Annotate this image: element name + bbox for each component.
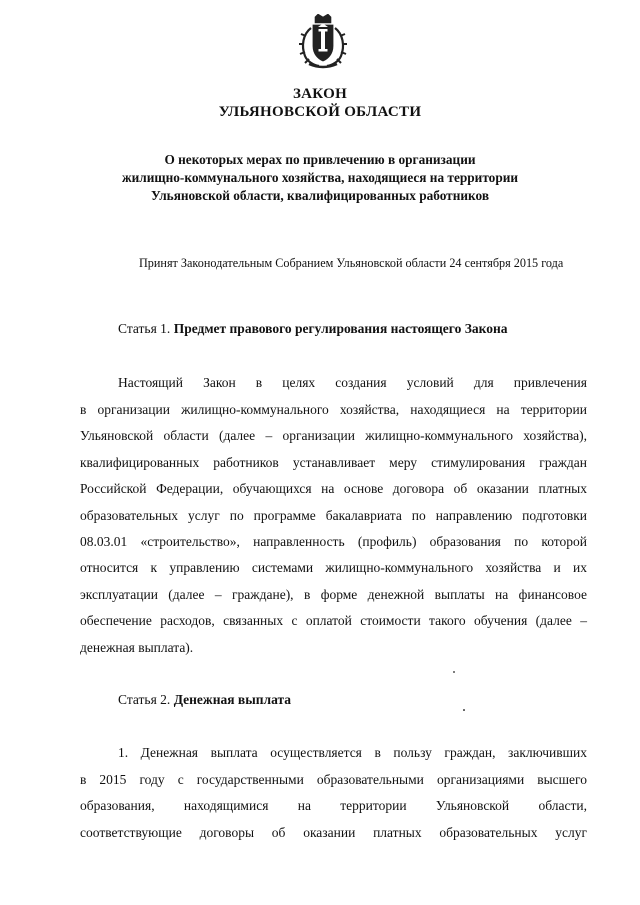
article-1-paragraph-line: 08.03.01 «строительство», направленность (профиль) образования по которой: [80, 534, 587, 549]
article-1-title: Предмет правового регулирования настоящего Закона: [173, 321, 508, 336]
coat-of-arms-icon: [297, 14, 349, 70]
article-1-paragraph-line: обеспечение расходов, связанных с оплатой стоимости такого обучения (далее –: [80, 613, 587, 628]
document-title-region: УЛЬЯНОВСКОЙ ОБЛАСТИ: [218, 104, 422, 120]
article-1-paragraph-line: денежная выплата).: [80, 640, 194, 655]
article-1-number: Статья 1.: [118, 321, 174, 336]
law-subject-line-2: жилищно-коммунального хозяйства, находящиеся на территории: [121, 170, 519, 185]
adoption-statement: Принят Законодательным Собранием Ульяновской области 24 сентября 2015 года: [139, 256, 564, 270]
article-1-heading: [118, 321, 507, 337]
article-2-number: Статья 2.: [118, 692, 174, 707]
article-2-paragraph-line: в 2015 году с государственными образовательными организациями высшего: [80, 772, 587, 787]
article-1-paragraph-line: в организации жилищно-коммунального хозяйства, находящиеся на территории: [80, 402, 587, 417]
article-2-title: Денежная выплата: [173, 692, 292, 707]
scan-speck: [463, 709, 465, 711]
article-2-paragraph-line: 1. Денежная выплата осуществляется в пользу граждан, заключивших: [118, 745, 587, 760]
article-1-paragraph-line: образовательных услуг по программе бакалавриата по направлению подготовки: [80, 508, 587, 523]
law-subject-line-3: Ульяновской области, квалифицированных работников: [150, 188, 490, 203]
article-1-paragraph-line: Ульяновской области (далее – организации жилищно-коммунального хозяйства),: [80, 428, 587, 443]
article-2-paragraph-line: соответствующие договоры об оказании платных образовательных услуг: [80, 825, 587, 840]
article-2-heading: [118, 692, 291, 708]
article-1-paragraph-line: квалифицированных работников устанавливает меру стимулирования граждан: [80, 455, 587, 470]
article-1-paragraph-line: относится к управлению системами жилищно-коммунального хозяйства и их: [80, 560, 587, 575]
scan-speck: [453, 671, 455, 673]
law-subject-line-1: О некоторых мерах по привлечению в организации: [164, 152, 476, 167]
article-2-paragraph-line: образования, находящимися на территории Ульяновской области,: [80, 798, 587, 813]
article-1-paragraph-line: эксплуатации (далее – граждане), в форме денежной выплаты на финансовое: [80, 587, 587, 602]
article-1-paragraph-line: Российской Федерации, обучающихся на основе договора об оказании платных: [80, 481, 587, 496]
document-title: ЗАКОН: [292, 86, 348, 102]
article-1-paragraph-line: Настоящий Закон в целях создания условий для привлечения: [118, 375, 587, 390]
